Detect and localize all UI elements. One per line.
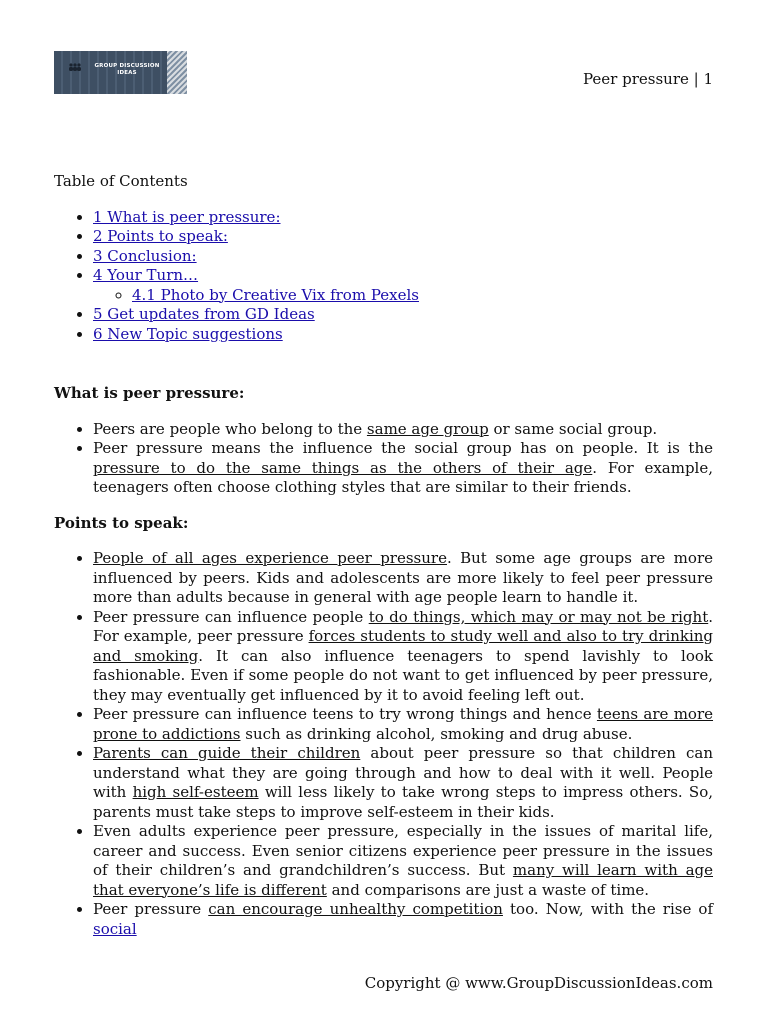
- list-item: [93, 608, 713, 706]
- text-run: . It can also influence teenagers to spend lavishly to look fashionable. Even if some people do not want to get influenced by peer pressure, they may eventually get influenced by it to avoid feeling left out.: [93, 646, 713, 704]
- text-run: . For example, teenagers often choose clothing styles that are similar to their friends.: [93, 458, 713, 496]
- text-run: Peer pressure: [93, 900, 209, 918]
- list-item: [93, 705, 713, 744]
- underlined-phrase: Parents can guide their children: [93, 744, 361, 762]
- text-run: Peer pressure means the influence the social group has on people. It is the: [93, 439, 713, 457]
- logo-line-2: IDEAS: [117, 70, 137, 76]
- text-run: . For example, peer pressure: [93, 607, 713, 645]
- list-item: [93, 822, 713, 900]
- document-body: [54, 172, 713, 939]
- text-run: and comparisons are just a waste of time.: [326, 880, 650, 899]
- text-run: Peers are people who belong to the: [93, 419, 367, 438]
- toc-link-your-turn[interactable]: 4 Your Turn…: [93, 266, 199, 284]
- toc-item: [93, 247, 713, 267]
- page-header-label: Peer pressure | 1: [583, 70, 713, 88]
- text-run: about peer pressure so that children can understand what they are going through and how to deal with it well. People with: [93, 744, 713, 801]
- underlined-phrase: same age group: [366, 419, 489, 438]
- toc-item: [93, 208, 713, 228]
- toc-link-points[interactable]: 2 Points to speak:: [93, 227, 228, 245]
- list-item: [93, 744, 713, 822]
- text-run: such as drinking alcohol, smoking and drug abuse.: [240, 724, 633, 743]
- section-points-list: [54, 549, 713, 939]
- toc-link-updates[interactable]: 5 Get updates from GD Ideas: [93, 305, 315, 323]
- site-logo[interactable]: [54, 51, 187, 94]
- list-item: [93, 439, 713, 498]
- list-item: [93, 420, 713, 440]
- section-what-is-list: [54, 420, 713, 498]
- people-icon: [68, 63, 82, 71]
- text-run: Peer pressure can influence teens to try wrong things and hence: [93, 705, 597, 723]
- logo-text: [87, 63, 167, 77]
- toc-item: [93, 305, 713, 325]
- text-run: too. Now, with the rise of: [502, 900, 713, 918]
- section-heading-what-is: What is peer pressure:: [54, 384, 245, 402]
- toc-item: [93, 227, 713, 247]
- underlined-phrase: teens are more prone to addictions: [93, 705, 714, 743]
- toc-link-photo[interactable]: 4.1 Photo by Creative Vix from Pexels: [132, 285, 419, 304]
- underlined-phrase: many will learn with age that everyone’s life is different: [93, 861, 713, 899]
- underlined-phrase: People of all ages experience peer pressure: [93, 549, 447, 567]
- list-item: [93, 900, 713, 939]
- text-run: . But some age groups are more influenced by peers. Kids and adolescents are more likely to feel peer pressure more than adults because in general with age people learn to handle it.: [93, 549, 713, 606]
- logo-edge-decoration: [167, 51, 187, 94]
- toc-list: [54, 208, 713, 345]
- toc-subitem: [132, 286, 713, 306]
- underlined-phrase: to do things, which may or may not be right: [368, 607, 709, 626]
- toc-sublist: [93, 286, 713, 306]
- toc-item: [93, 325, 713, 345]
- toc-link-conclusion[interactable]: 3 Conclusion:: [93, 246, 197, 265]
- logo-line-1: GROUP DISCUSSION: [94, 63, 160, 69]
- text-run: Peer pressure can influence people: [93, 607, 369, 626]
- section-heading-points: Points to speak:: [54, 513, 189, 532]
- underlined-phrase: can encourage unhealthy competition: [208, 900, 503, 918]
- underlined-phrase: forces students to study well and also to try drinking and smoking: [93, 627, 714, 665]
- social-link[interactable]: social: [93, 919, 137, 938]
- toc-link-what-is[interactable]: 1 What is peer pressure:: [93, 207, 281, 226]
- underlined-phrase: pressure to do the same things as the others of their age: [93, 458, 593, 477]
- toc-link-suggestions[interactable]: 6 New Topic suggestions: [93, 324, 283, 343]
- toc-item: [93, 266, 713, 305]
- footer-copyright: Copyright @ www.GroupDiscussionIdeas.com: [364, 974, 713, 992]
- text-run: or same social group.: [488, 419, 658, 438]
- toc-title: Table of Contents: [54, 172, 188, 190]
- underlined-phrase: high self-esteem: [132, 783, 259, 801]
- list-item: [93, 549, 713, 608]
- text-run: will less likely to take wrong steps to impress others. So, parents must take steps to improve self-esteem in their kids.: [93, 783, 714, 821]
- text-run: Even adults experience peer pressure, especially in the issues of marital life, career and success. Even senior citizens experience peer pressure in the issues of their children’s and grandchildren’s success. But: [93, 822, 713, 879]
